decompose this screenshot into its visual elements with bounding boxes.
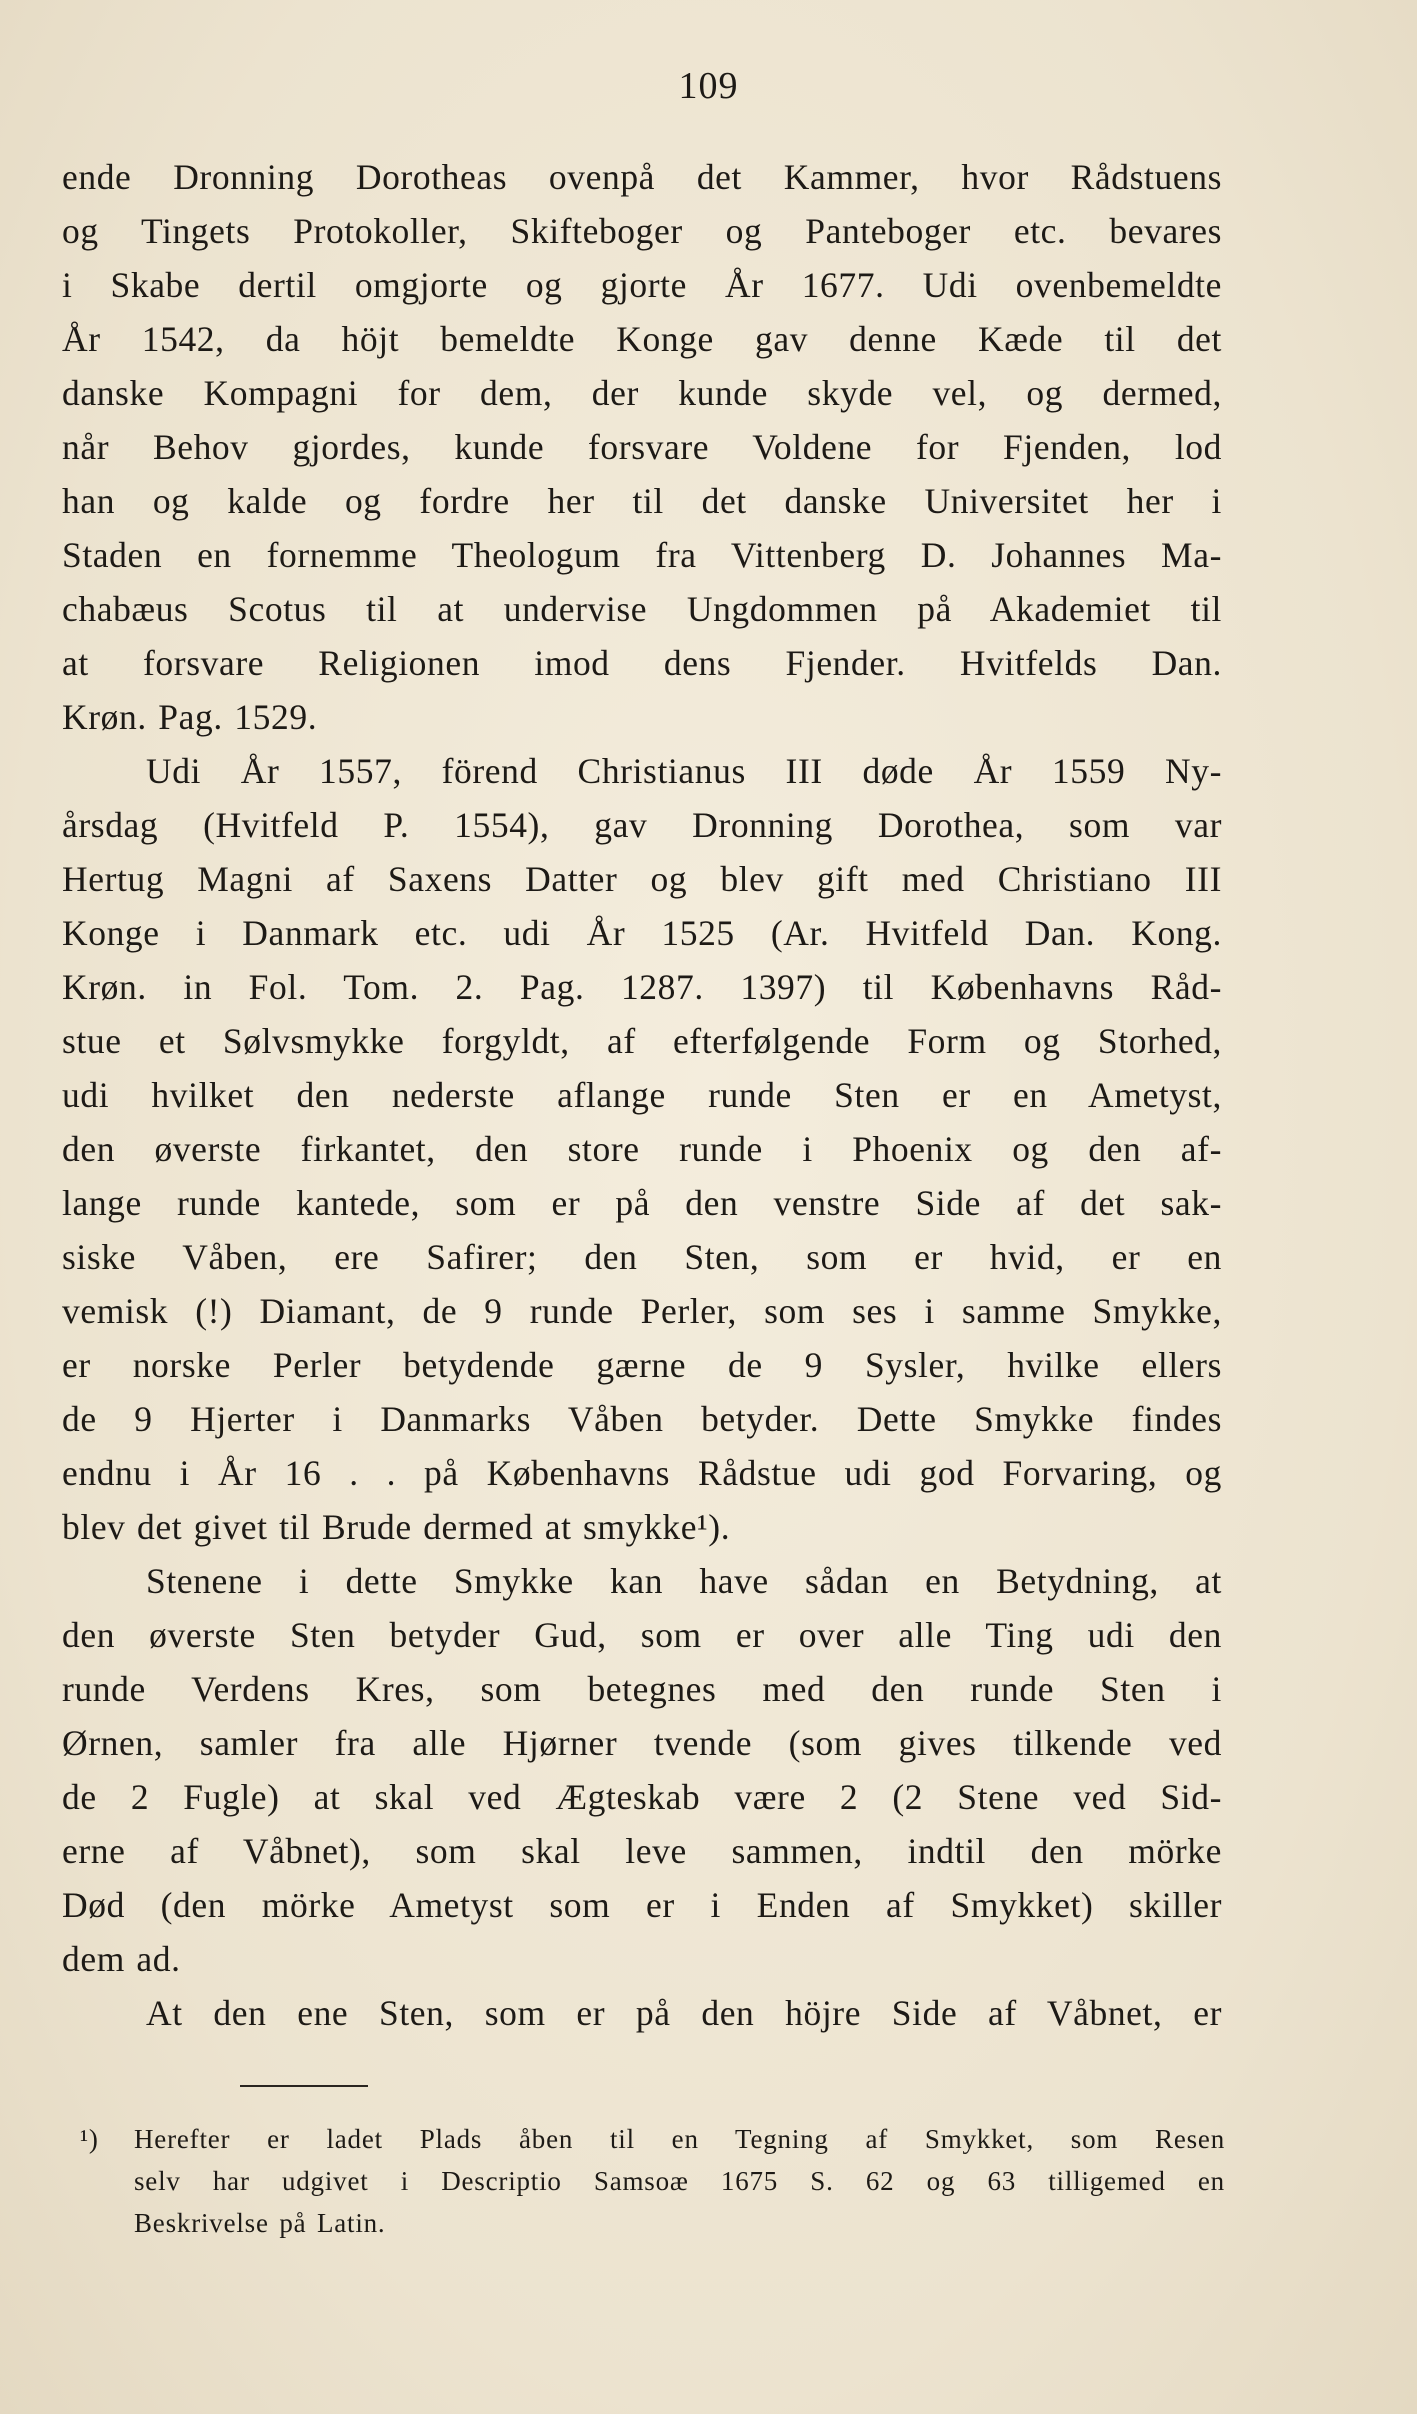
text-line: udi hvilket den nederste aflange runde Sten er en Ametyst, (62, 1075, 1222, 1115)
text-line: Udi År 1557, förend Christianus III døde År 1559 Ny- (146, 751, 1222, 791)
text-line: Hertug Magni af Saxens Datter og blev gift med Christiano III (62, 859, 1222, 899)
text-line: Stenene i dette Smykke kan have sådan en Betydning, at (146, 1561, 1222, 1601)
text-line: de 2 Fugle) at skal ved Ægteskab være 2 (2 Stene ved Sid- (62, 1777, 1222, 1817)
text-line: den øverste firkantet, den store runde i Phoenix og den af- (62, 1129, 1222, 1169)
footnote-line: Beskrivelse på Latin. (134, 2208, 386, 2238)
text-line: Krøn. Pag. 1529. (62, 697, 318, 737)
text-line: Død (den mörke Ametyst som er i Enden af Smykket) skiller (62, 1885, 1222, 1925)
text-line: runde Verdens Kres, som betegnes med den runde Sten i (62, 1669, 1222, 1709)
text-line: Ørnen, samler fra alle Hjørner tvende (som gives tilkende ved (62, 1723, 1222, 1763)
text-line: den øverste Sten betyder Gud, som er over alle Ting udi den (62, 1615, 1222, 1655)
text-line: han og kalde og fordre her til det danske Universitet her i (62, 481, 1222, 521)
text-line: lange runde kantede, som er på den venstre Side af det sak- (62, 1183, 1222, 1223)
footnote-marker: ¹) (80, 2124, 99, 2154)
text-line: vemisk (!) Diamant, de 9 runde Perler, som ses i samme Smykke, (62, 1291, 1222, 1331)
text-line: og Tingets Protokoller, Skifteboger og Panteboger etc. bevares (62, 211, 1222, 251)
text-line: stue et Sølvsmykke forgyldt, af efterfølgende Form og Storhed, (62, 1021, 1222, 1061)
footnote (80, 2118, 1225, 2244)
text-line: årsdag (Hvitfeld P. 1554), gav Dronning Dorothea, som var (62, 805, 1222, 845)
text-line: Staden en fornemme Theologum fra Vittenberg D. Johannes Ma- (62, 535, 1222, 575)
body-text (62, 150, 1222, 2040)
text-line: de 9 Hjerter i Danmarks Våben betyder. Dette Smykke findes (62, 1399, 1222, 1439)
text-line: ende Dronning Dorotheas ovenpå det Kammer, hvor Rådstuens (62, 157, 1222, 197)
text-line: endnu i År 16 . . på Københavns Rådstue udi god Forvaring, og (62, 1453, 1222, 1493)
page-number: 109 (678, 65, 739, 107)
footnote-divider (240, 2085, 368, 2087)
text-line: chabæus Scotus til at undervise Ungdommen på Akademiet til (62, 589, 1222, 629)
text-line: er norske Perler betydende gærne de 9 Sysler, hvilke ellers (62, 1345, 1222, 1385)
text-line: År 1542, da höjt bemeldte Konge gav denne Kæde til det (62, 319, 1222, 359)
text-line: danske Kompagni for dem, der kunde skyde vel, og dermed, (62, 373, 1222, 413)
text-line: Krøn. in Fol. Tom. 2. Pag. 1287. 1397) til Københavns Råd- (62, 967, 1222, 1007)
text-line: når Behov gjordes, kunde forsvare Voldene for Fjenden, lod (62, 427, 1222, 467)
text-line: i Skabe dertil omgjorte og gjorte År 1677. Udi ovenbemeldte (62, 265, 1222, 305)
text-line: At den ene Sten, som er på den höjre Side af Våbnet, er (146, 1993, 1222, 2033)
footnote-first-line (80, 2118, 1225, 2160)
footnote-line: Herefter er ladet Plads åben til en Tegning af Smykket, som Resen (134, 2124, 1225, 2154)
text-line: Konge i Danmark etc. udi År 1525 (Ar. Hvitfeld Dan. Kong. (62, 913, 1222, 953)
text-line: dem ad. (62, 1939, 181, 1979)
text-line: at forsvare Religionen imod dens Fjender. Hvitfelds Dan. (62, 643, 1222, 683)
text-line: blev det givet til Brude dermed at smykke¹). (62, 1507, 731, 1547)
text-line: erne af Våbnet), som skal leve sammen, indtil den mörke (62, 1831, 1222, 1871)
text-line: siske Våben, ere Safirer; den Sten, som er hvid, er en (62, 1237, 1222, 1277)
footnote-line: selv har udgivet i Descriptio Samsoæ 1675 S. 62 og 63 tilligemed en (134, 2166, 1225, 2196)
